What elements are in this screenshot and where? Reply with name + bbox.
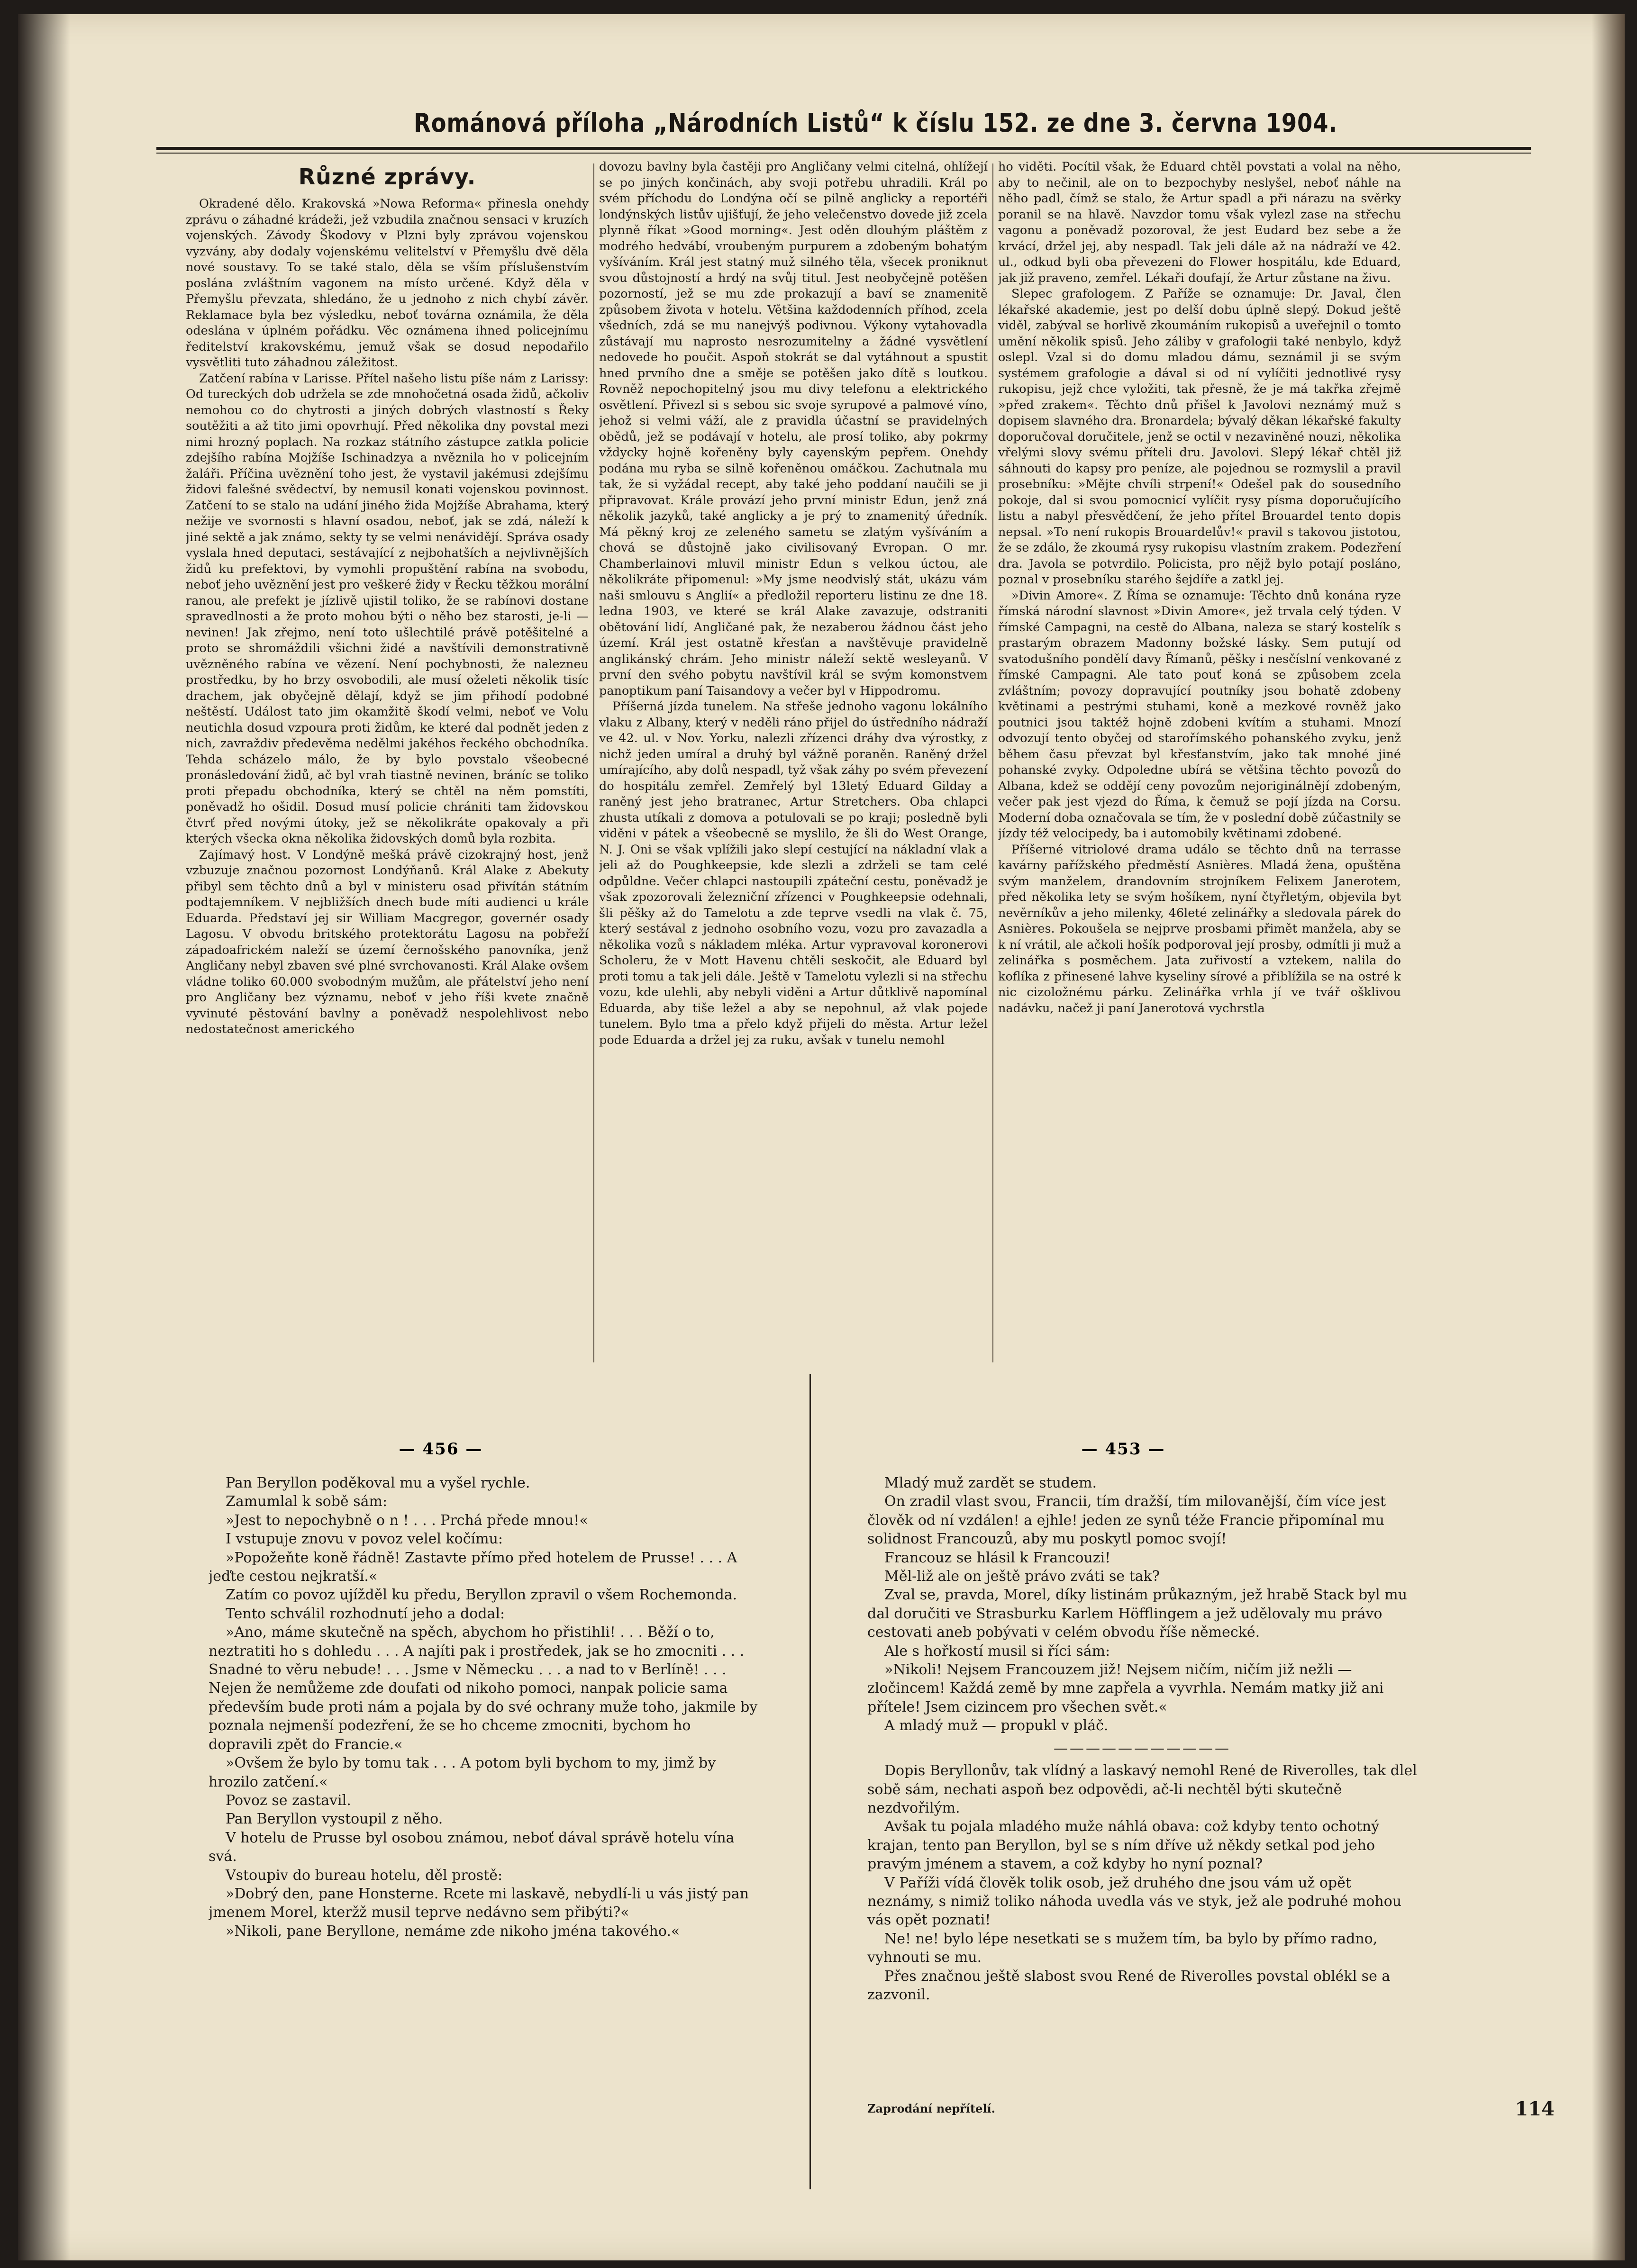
right-page-number: — 453 — [1081,1440,1165,1459]
novel-paragraph: »Jest to nepochybně o n ! . . . Prchá předе mnou!« [226,1512,588,1529]
novel-paragraph: Přes značnou ještě slabost svou René de Riverolles povstal oblékl se a zazvonil. [867,1968,1391,2003]
article-paragraph: »Divin Amore«. Z Říma se oznamuje: Těchto dnů konána ryze římská národní slavnost »Divin Amore«, jež trvala celý týden. V římské Campagni, na cestě do Albana, naleza se starý kostelík s prastarým obrazem Madonny božské lásky. Sem putují od svatodušního pondělí davy Římanů, pěšky i nesčíslní venkované z římské Campagni. Ale tato pouť koná se způsobem zcela zvláštním; povozy dopravující poutníky jsou bohatě zdobeny květinami a pestrými stuhami, koně a mezkové rovněž jako poutnici jsou taktéž hojně zdobeni kvítím a stuhami. Mnozí odvozují tento obyčej od starořímského pohanského zvyku, jenž během času převzat byl křesťanstvím, jako tak mnohé jiné pohanské zvyky. Odpoledne ubírá se většina těchto povozů do Albana, kdež se oddějí ceny povozům nejoriginálnějí zdobeným, večer pak jest vjezd do Říma, k čemuž se pojí jízda na Corsu. Moderní doba označovala se tím, že v poslední době zúčastnily se jízdy též velocipedy, ba i automobily květinami zdobené. [998,588,1401,841]
page-footer [867,2098,1555,2120]
column-3 [998,159,1401,1368]
column-divider [992,163,993,1362]
section-separator: ——————————— [1054,1740,1231,1757]
novel-paragraph: »Dobrý den, pane Honsterne. Rcete mi laskavě, nebydlí-li u vás jistý pan jmenem Morel, kteržž musil teprve nedávno sem přibýti?« [209,1885,749,1921]
left-page-number: — 456 — [399,1440,483,1459]
column-2 [599,159,988,1368]
novel-paragraph: Zamumlal k sobě sám: [226,1493,388,1510]
page-divider [809,1374,811,2189]
novel-paragraph: Mladý muž zardět se studem. [884,1475,1097,1491]
header-rule-thin [156,153,1531,154]
novel-paragraph: Tento schválil rozhodnutí jeho a dodal: [226,1605,505,1622]
page-header: Románová příloha „Národních Listů“ k číslu 152. ze dne 3. června 1904. [414,108,1337,138]
novel-paragraph: V hotelu de Prusse byl osobou známou, neboť dával správě hotelu vína svá. [209,1829,735,1865]
novel-paragraph: V Paříži vídá člověk tolik osob, jež druhého dne jsou vám už opět neznámy, s nimiž toliko náhoda uvedla vás ve styk, jež ale podruhé mohou vás opět poznati! [867,1874,1402,1929]
article-paragraph: ho viděti. Pocítil však, že Eduard chtěl povstati a volal na něho, aby to nečinil, ale on to bezpochyby neslyšel, neboť náhle na něho padl, čímž se stalo, že Artur spadl a při nárazu na svěrky poranil se na hlavě. Navzdor tomu však vylezl zase na střechu vagonu a poněvadž pozoroval, že jest Eudard bez sebe a že krvácí, držel jej, aby nespadl. Tak jeli dále až na nádraží ve 42. ul., odkud byli oba převezeni do Flower hospitálu, kde Eduard, jak již praveno, zemřel. Lékaři doufají, že Artur zůstane na živu. [998,160,1401,285]
novel-paragraph: Ne! ne! bylo lépe nesetkati se s mužem tím, ba bylo by přímo radno, vyhnouti se mu. [867,1930,1378,1966]
novel-paragraph: Pan Beryllon vystoupil z něho. [226,1811,443,1828]
novel-paragraph: Zval se, pravda, Morel, díky listinám průkazným, jež hrabě Stack byl mu dal doručiti ve Strasburku Karlem Höfflingem a jež udělovaly mu právo cestovati aneb pobývati v celém obvodu říše německé. [867,1587,1408,1641]
novel-paragraph: Avšak tu pojala mladého muže náhlá obava: což kdyby tento ochotný krajan, tento pan Beryllon, byl se s ním dříve už někdy setkal pod jeho pravým jménem a stavem, a což kdyby ho nyní poznal? [867,1818,1380,1873]
article-paragraph: Zajímavý host. V Londýně mešká právě cizokrajný host, jenž vzbuzuje značnou pozornost Londýňanů. Král Alake z Abekuty přibyl sem těchto dnů a byl v ministeru osad přivítán státním podtajemníkem. V nejbližších dnech bude míti audienci u krále Eduarda. Představí jej sir William Macgregor, governér osady Lagosu. V obvodu britského protektorátu Lagosu na pobřeží západoafrickém naleží se území černošského panovníka, jenž Angličany nebyl zbaven své plné svrchovanosti. Král Alake ovšem vládne toliko 60.000 svobodným mužům, ale přátelství jeho není pro Angličany bez významu, neboť v jeho říši kvete značně vyvinuté pěstování bavlny a poněvadž nespolehlivost nebo nedostatečnost amerického [186,847,589,1036]
novel-paragraph: »Nikoli! Nejsem Francouzem již! Nejsem ničím, ničím již nežli — zločincem! Každá země by mne zapřela a vyvrhla. Nemám matky již ani přítele! Jsem cizincem pro všechen svět.« [867,1661,1384,1715]
column-1 [186,159,589,1368]
novel-paragraph: A mladý muž — propukl v pláč. [884,1717,1109,1734]
novel-paragraph: On zradil vlast svou, Francii, tím dražší, tím milovanější, čím více jest člověk od ní vzdálen! a ejhle! jeden ze synů téže Francie připomínal mu solidnost Francouzů, aby mu poskytl pomoc svojí! [867,1493,1386,1548]
novel-paragraph: »Ano, máme skutečně na spěch, abychom ho přistihli! . . . Běží o to, neztratiti ho s dohledu . . . A najíti pak i prostředek, jak se ho zmocniti . . . Snadné to věru nebude! . . . Jsme v Německu . . . a nad to v Berlíně! . . . Nejen že nemůžeme zde doufati od nikoho pomoci, nanpak policie sama především bude proti nám a pojala by do své ochrany muže toho, jakmile by poznala nejmenší podezření, že se ho chceme zmocniti, bychom ho dopravili zpět do Francie.« [209,1624,758,1753]
novel-paragraph: I vstupuje znovu v povoz velel kočímu: [226,1531,503,1548]
novel-paragraph: Francouz se hlásil k Francouzi! [884,1549,1111,1566]
article-paragraph: Zatčení rabína v Larisse. Přítel našeho listu píše nám z Larissy: Od tureckých dob udržela se zde mnohočetná osada židů, ačkoliv nemohou co do chytrosti a jiných dobrých vlastností s Řeky soutěžiti a až tito jimi opovrhují. Před několika dny povstal mezi nimi hrozný poplach. Na rozkaz státního zástupce zatkla policie zdejšího rabína Mojžíše Ischinadzya a nvěznila ho v policejním žaláři. Příčina uvěznění toho jest, že vystavil jakémusi zdejšímu židovi falešné svědectví, by nemusil konati vojenskou povinnost. Zatčení to se stalo na udání jiného žida Mojžíše Abrahama, který nežije ve svornosti s hlavní osadou, neboť, jak se zdá, náleží k jiné sektě a jak známo, sekty ty se velmi nenávidějí. Správa osady vyslala hned deputaci, sestávající z nejbohatších a nejvlivnějších židů ku prefektovi, by vymohli propuštění rabína na svobodu, neboť jeho uvěznění jest pro veškeré židy v Řecku těžkou morální ranou, ale prefekt je jízlivě ujistil toliko, že se rabínovi dostane spravedlnosti a že proto mohou býti o něho bez starosti, je-li — nevinen! Jak zřejmo, není toto ušlechtilé právě potěšitelné a proto se shromáždili všichni židé a navštívili demonstrativně uvězněného rabína ve vězení. Není pochybnosti, že nalezneu prostředku, by ho brzy osvobodili, ale musí oželeti několik tisíc drachem, jak obyčejně dělají, když se jim přihodí podobné neštěstí. Událost tato jim okamžitě škodí velmi, neboť ve Volu neutichla dosud vzpoura proti židům, ke které dal podnět jeden z nich, zavraždiv předevěma nedělmi jakéhos řeckého obchodníka. Tehda scházelo málo, že by bylo povstalo všeobecné pronásledování židů, ač byl vrah tiastně nevinen, bráníc se toliko proti přepadu obchodníka, který se chtěl na něm pomstíti, poněvadž ho ošidil. Dosud musí policie chrániti tam židovskou čtvrť před novými útoky, jež se několikráte opakovaly a při kterých všecka okna několika židovských domů byla rozbita. [186,371,589,846]
section-title: Různé zprávy. [298,164,476,190]
novel-left-page [209,1474,758,2137]
header-rule [156,147,1531,150]
novel-paragraph: »Ovšem že bylo by tomu tak . . . A potom byli bychom to my, jimž by hrozilo zatčení.« [209,1755,716,1790]
article-paragraph: Příšerná jízda tunelem. Na střeše jednoho vagonu lokálního vlaku z Albany, který v neděli ráno přijel do ústředního nádraží ve 42. ul. v Nov. Yorku, nalezli zřízenci dráhy dva výrostky, z nichž jeden umíral a druhý byl vážně poraněn. Raněný držel umírajícího, aby dolů nespadl, tyž však záhy po svém převezení do hospitálu zemřel. Zemřelý byl 13letý Eduard Gilday a raněný jest jeho bratranec, Artur Stretchers. Oba chlapci zhusta utíkali z domova a potulovali se po kraji; posledně byli viděni v pátek a všeobecně se myslilo, že šli do West Orange, N. J. Oni se však vplížili jako slepí cestující na nákladní vlak a jeli až do Poughkeepsie, kde slezli a zdrželi se tam celé odpůldne. Večer chlapci nastoupili zpáteční cestu, poněvadž je však zpozorovali železniční zřízenci v Poughkeepsie odehnali, šli pěšky až do Tamelotu a zde teprve vsedli na vlak č. 75, který sestával z jednoho osobního vozu, vozu pro zavazadla a několika vozů s nákladem mléka. Artur vypravoval koronerovi Scholeru, že v Mott Havenu chtěli seskočit, ale Eduard byl proti tomu a tak jeli dále. Ještě v Tamelotu vylezli si na střechu vozu, kde ulehli, aby nebyli viděni a Artur důtklivě napomínal Eduarda, aby tiše ležel a aby se nepohnul, až vlak pojede tunelem. Bylo tma a přelo když přijeli do města. Artur ležel pode Eduarda a držel jej za ruku, avšak v tunelu nemohl [599,699,988,1047]
novel-paragraph: Povoz se zastavil. [226,1792,351,1809]
article-paragraph: Příšerné vitriolové drama událo se těchto dnů na terrasse kavárny pařížského předměstí Asnières. Mladá žena, opuštěna svým manželem, drandovním strojníkem Felixem Janerotem, před několika lety se svým hošíkem, nyní čtyřletým, objevila byt nevěrníkův a jeho milenky, 46leté zelinářky a sledovala párek do Asnières. Pokoušela se nejprve prosbami přimět manžela, aby se k ní vrátil, ale ačkoli hošík podporoval její prosby, odmítli ji muž a zelinářka s posměchem. Jata zuřivostí a vztekem, nalila do koflíka z přinesené lahve kyseliny sírové a přiblížila se na ostré k nic cizoložnému párku. Zelinářka vrhla jí ve tvář ošklivou nadávku, načež ji paní Janerotová vychrstla [998,842,1401,1016]
article-paragraph: Slepec grafologem. Z Paříže se oznamuje: Dr. Javal, člen lékařské akademie, jest po delší dobu úplně slepý. Dokud ještě viděl, zabýval se horlivě zkoumáním rukopisů a uveřejnil o tomto umění několik spisů. Jeho záliby v grafologii také nenbylo, když oslepl. Vzal si do domu mladou dámu, seznámil ji se svým systémem grafologie a dával si od ní vylíčiti jednotlivé rysy rukopisu, jejž chce vyložiti, tak přesně, že je má takřka zřejmě »před zrakem«. Těchto dnů přišel k Javolovi neznámý muž s dopisem slavného dra. Bronardela; bývalý děkan lékařské fakulty doporučoval doručitele, jenž se octil v nezaviněné nouzi, několika vřelými slovy svému příteli dru. Javolovi. Slepý lékař chtěl již sáhnouti do kapsy pro peníze, ale pojednou se rozmyslil a pravil prosebníku: »Mějte chvíli strpení!« Odešel pak do sousedního pokoje, dal si svou pomocnicí vylíčit rysy písma doporučujícího listu a nabyl přesvědčení, že jeho přítel Brouardel tento dopis nepsal. »To není rukopis Brouardelův!« pravil s takovou jistotou, že se zdálo, že zkoumá rysy rukopisu vlastním zrakem. Podezření dra. Javola se potvrdilo. Policista, pro nějž bylo potají posláno, poznal v prosebníku starého šejdíře a zatkl jej. [998,287,1401,587]
footer-title: Zaprodání nepřítelí. [867,2102,995,2115]
article-paragraph: Okradené dělo. Krakovská »Nowa Reforma« přinesla onehdy zprávu o záhadné krádeži, jež vzbudila značnou sensaci v kruzích vojenských. Závody Škodovy v Plzni byly zprávou vojenskou vyzvány, aby dodaly vojenskému velitelství v Přemyšlu dvě děla nové soustavy. To se také stalo, děla se vším příslušenstvím poslána zvláštním vagonem na místo určené. Když děla v Přemyšlu převzata, shledáno, že u jednoho z nich chybí závěr. Reklamace byla bez výsledku, neboť továrna oznámila, že děla odeslána v úplném pořádku. Věc oznámena ihned policejnímu ředitelství krakovskému, jemuž však se dosud nepodařilo vysvětliti tuto záhadnou záležitost. [186,197,589,370]
article-paragraph: dovozu bavlny byla častěji pro Angličany velmi citelná, ohlížejí se po jiných končinách, aby svoji potřebu uhradili. Král po svém příchodu do Londýna očí se pilně anglicky a reportéři londýnských listův ujišťují, že jeho velečenstvo dovede již zcela plynně říkat »Good morning«. Jest oděn dlouhým pláštěm z modrého hedvábí, vroubeným purpurem a zdobeným bohatým vyšíváním. Král jest statný muž silného těla, všecek proniknut svou důstojností a hrdý na svůj titul. Jest neobyčejně potěšen pozorností, jež se mu zde prokazují a baví se znamenitě způsobem života v hotelu. Většina každodenních příhod, zcela všedních, zdá se mu nanejvýš podivnou. Výkony vytahovadla zůstávají mu naprosto nesrozumitelny a žádné vysvětlení nedovede ho poučit. Aspoň stokrát se dal vytáhnout a spustit hned prvního dne a směje se potěšen jako dítě s loutkou. Rovněž nepochopitelný jsou mu divy telefonu a elektrického osvětlení. Přivezl si s sebou sic svoje syrupové a palmové víno, jehož si velmi váží, ale z pravidla účastní se pravidelných obědů, jež se podávají v hotelu, ale prosí toliko, aby pokrmy vždycky hojně kořeněny byly cayenským pepřem. Onehdy podána mu ryba se silně kořeněnou omáčkou. Zachutnala mu tak, že si vyžádal recept, aby také jeho poddaní naučili se ji připravovat. Krále provází jeho první ministr Edun, jenž zná několik jazyků, také anglicky a je prý to znamenitý úředník. Má pěkný kroj ze zeleného sametu se zlatým vyšíváním a chová se důstojně jako civilisovaný Evropan. O mr. Chamberlainovi mluvil ministr Edun s velkou úctou, ale několikráte připomenul: »My jsme neodvislý stát, ukázu vám naši smlouvu s Anglií« a předložil reporteru listinu ze dne 18. ledna 1903, ve které se král Alake zavazuje, odstraniti obětování lidí, Angličané pak, že nezaberou žádnou část jeho území. Král jest ostatně křesťan a navštěvuje pravidelně anglikánský chrám. Jeho ministr náleží sektě wesleyanů. V první den svého pobytu navštívil král se svým komonstvem panoptikum paní Taisandovy a večer byl v Hippodromu. [599,160,988,698]
novel-paragraph: Pan Beryllon poděkoval mu a vyšel rychle. [226,1475,530,1491]
column-divider [593,163,594,1362]
novel-paragraph: Měl-liž ale on ještě právo zváti se tak? [884,1568,1160,1585]
binding-shadow [18,14,70,2260]
novel-paragraph: »Popožeňte koně řádně! Zastavte přímo před hotelem de Prusse! . . . A jeďte cestou nejkratší.« [209,1549,737,1585]
novel-paragraph: »Nikoli, pane Beryllone, nemáme zde nikoho jména takového.« [226,1923,680,1940]
edge-shadow [1592,14,1625,2260]
sheet-number: 114 [1515,2098,1555,2120]
novel-right-page [867,1474,1417,2137]
novel-paragraph: Dopis Beryllonův, tak vlídný a laskavý nemohl René de Riverolles, tak dlel sobě sám, nechati aspoň bez odpovědi, ač-li nechtěl býti skutečně nezdvořilým. [867,1762,1417,1816]
novel-paragraph: Vstoupiv do bureau hotelu, děl prostě: [226,1867,503,1884]
novel-paragraph: Zatím co povoz ujížděl ku předu, Beryllon zpravil o všem Rochemonda. [226,1587,737,1604]
novel-paragraph: Ale s hořkostí musil si říci sám: [884,1642,1110,1660]
